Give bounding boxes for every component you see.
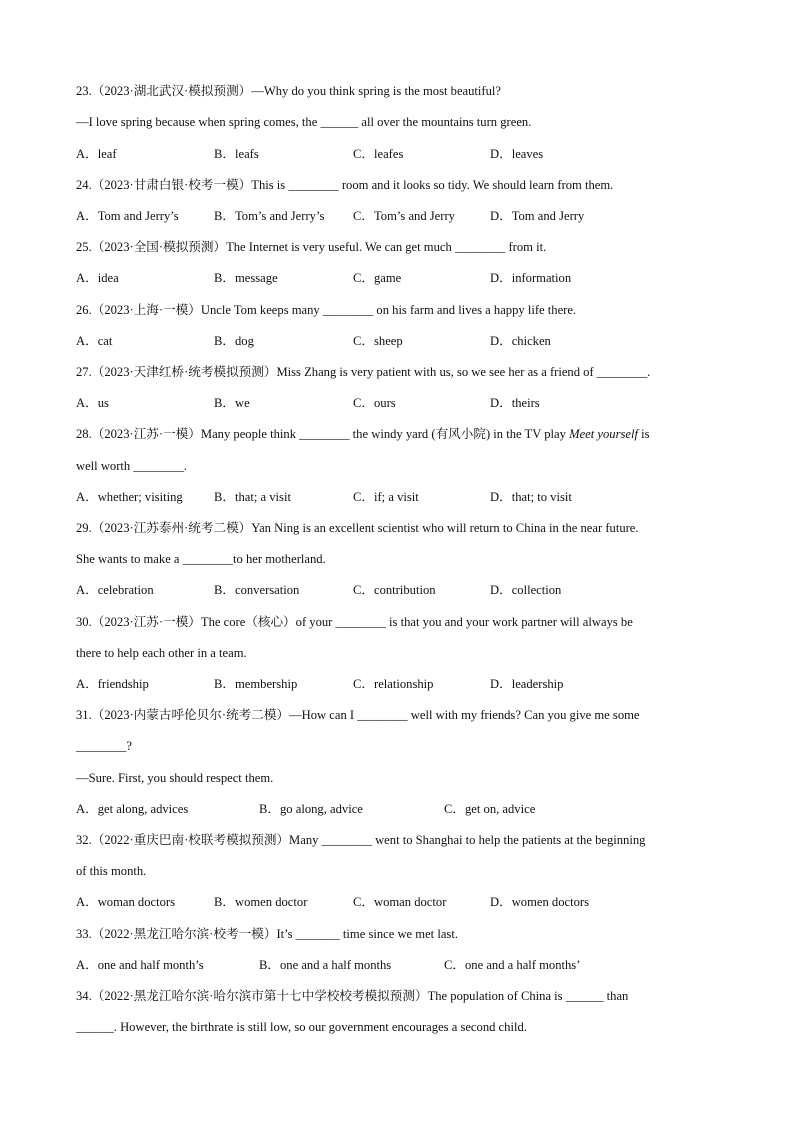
question-28-option-b: B．that; a visit [214,490,291,504]
question-28-options [76,488,726,506]
question-33-option-c: C．one and a half months’ [444,958,581,972]
question-27-option-b: B．we [214,396,250,410]
question-32-option-b: B．women doctor [214,895,308,909]
question-28-prompt-line2: well worth ________. [76,459,187,473]
question-31-prompt: 31.（2023·内蒙古呼伦贝尔·统考二模）—How can I ________ well with my friends? Can you give me some [76,708,640,722]
question-30-option-c: C．relationship [353,677,434,691]
question-27-option-c: C．ours [353,396,396,410]
question-28-play-title: Meet yourself [569,427,638,441]
question-30-option-a: A．friendship [76,677,149,691]
question-23-prompt-line2: —I love spring because when spring comes, the ______ all over the mountains turn green. [76,115,532,129]
question-26-option-b: B．dog [214,334,254,348]
question-28-option-d: D．that; to visit [490,490,572,504]
question-32-option-c: C．woman doctor [353,895,447,909]
question-30-options [76,675,726,693]
question-25-option-b: B．message [214,271,278,285]
question-28-option-c: C．if; a visit [353,490,419,504]
question-23-options [76,145,726,163]
question-33-option-a: A．one and half month’s [76,958,204,972]
question-29-prompt-line2: She wants to make a ________to her motherland. [76,552,326,566]
question-27-options [76,394,726,412]
question-31-option-b: B．go along, advice [259,802,363,816]
question-27-option-d: D．theirs [490,396,540,410]
question-28-option-a: A．whether; visiting [76,490,183,504]
question-32-option-d: D．women doctors [490,895,589,909]
question-26-option-a: A．cat [76,334,113,348]
question-23-option-c: C．leafes [353,147,404,161]
question-23-option-a: A．leaf [76,147,117,161]
question-23-option-d: D．leaves [490,147,544,161]
question-24-option-d: D．Tom and Jerry [490,209,585,223]
question-24-option-a: A．Tom and Jerry’s [76,209,179,223]
question-25-option-d: D．information [490,271,572,285]
question-31-prompt-line2: ________? [76,739,132,753]
question-32-option-a: A．woman doctors [76,895,175,909]
question-31-option-c: C．get on, advice [444,802,536,816]
question-26-option-d: D．chicken [490,334,551,348]
question-24-option-b: B．Tom’s and Jerry’s [214,209,325,223]
question-23-option-b: B．leafs [214,147,259,161]
question-28-prompt [76,425,726,443]
question-30-option-d: D．leadership [490,677,564,691]
question-34-prompt: 34.（2022·黑龙江哈尔滨·哈尔滨市第十七中学校校考模拟预测）The population of China is ______ than [76,989,629,1003]
question-25-option-a: A．idea [76,271,119,285]
question-32-options [76,893,726,911]
question-33-option-b: B．one and a half months [259,958,392,972]
question-24-prompt: 24.（2023·甘肃白银·校考一模）This is ________ room and it looks so tidy. We should learn from them. [76,178,614,192]
question-29-options [76,581,726,599]
question-30-option-b: B．membership [214,677,298,691]
question-29-option-a: A．celebration [76,583,154,597]
question-28-prompt-tail: is [637,427,650,441]
question-33-options [76,956,726,974]
question-31-options [76,800,726,818]
question-29-prompt: 29.（2023·江苏泰州·统考二模）Yan Ning is an excellent scientist who will return to China in the near future. [76,521,639,535]
question-32-prompt-line2: of this month. [76,864,147,878]
question-29-option-c: C．contribution [353,583,436,597]
question-25-option-c: C．game [353,271,402,285]
question-31-option-a: A．get along, advices [76,802,189,816]
question-23-prompt: 23.（2023·湖北武汉·模拟预测）—Why do you think spring is the most beautiful? [76,84,502,98]
question-24-options [76,207,726,225]
question-29-option-b: B．conversation [214,583,300,597]
question-25-prompt: 25.（2023·全国·模拟预测）The Internet is very useful. We can get much ________ from it. [76,240,547,254]
question-24-option-c: C．Tom’s and Jerry [353,209,455,223]
question-26-options [76,332,726,350]
question-27-option-a: A．us [76,396,109,410]
question-31-prompt-line3: —Sure. First, you should respect them. [76,771,274,785]
question-33-prompt: 33.（2022·黑龙江哈尔滨·校考一模）It’s _______ time since we met last. [76,927,458,941]
question-30-prompt-line2: there to help each other in a team. [76,646,247,660]
question-34-prompt-line2: ______. However, the birthrate is still low, so our government encourages a second child. [76,1020,527,1034]
question-25-options [76,269,726,287]
question-30-prompt: 30.（2023·江苏·一模）The core（核心）of your ________ is that you and your work partner will always be [76,615,633,629]
question-28-prompt-text: 28.（2023·江苏·一模）Many people think ________ the windy yard (有风小院) in the TV play [76,427,570,441]
question-27-prompt: 27.（2023·天津红桥·统考模拟预测）Miss Zhang is very patient with us, so we see her as a friend of ________. [76,365,651,379]
question-26-prompt: 26.（2023·上海·一模）Uncle Tom keeps many ________ on his farm and lives a happy life there. [76,303,577,317]
question-26-option-c: C．sheep [353,334,403,348]
question-32-prompt: 32.（2022·重庆巴南·校联考模拟预测）Many ________ went to Shanghai to help the patients at the beginning [76,833,646,847]
question-29-option-d: D．collection [490,583,562,597]
